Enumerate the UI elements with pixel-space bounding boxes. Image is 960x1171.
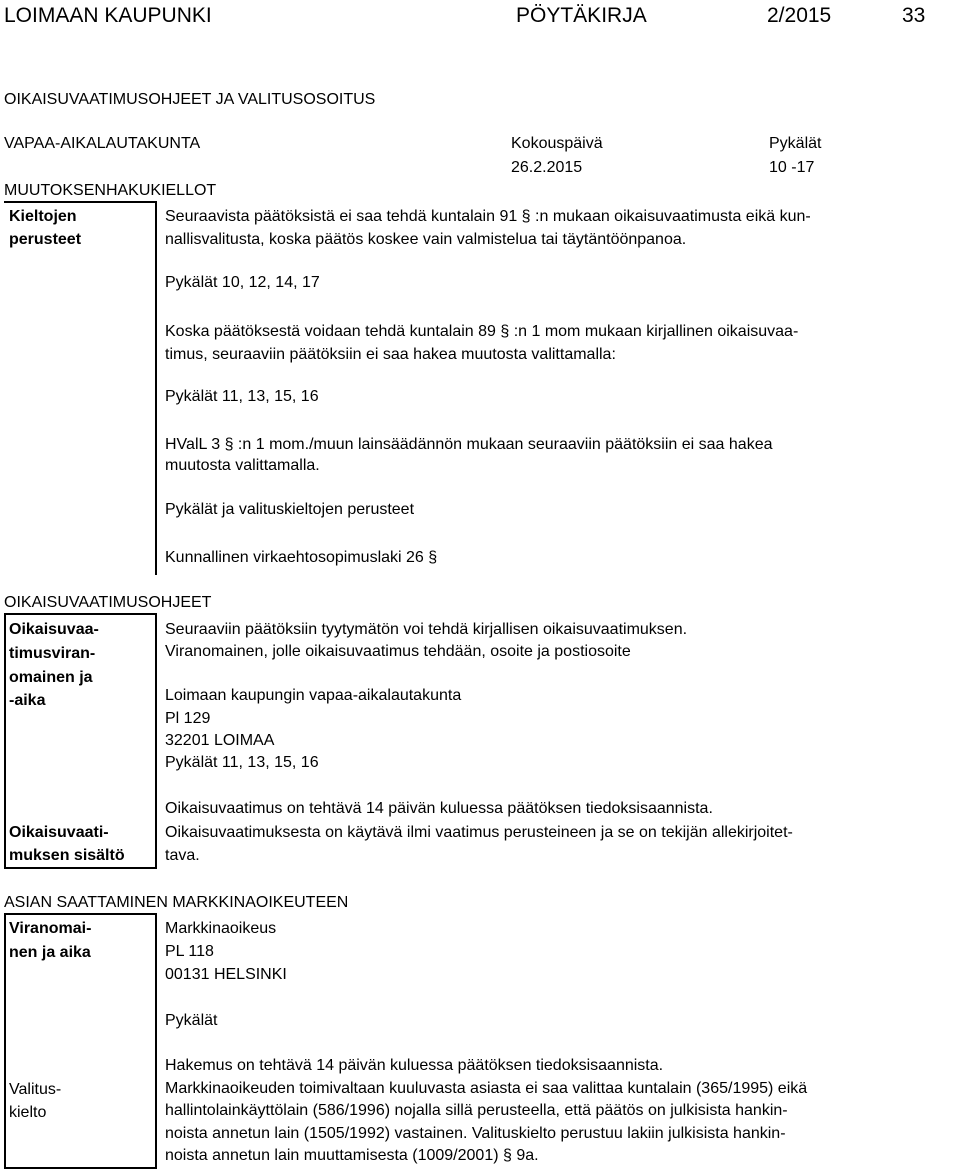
divider bbox=[4, 201, 156, 203]
section-list: Pykälät 11, 13, 15, 16 bbox=[165, 754, 319, 771]
paragraph-line: Kunnallinen virkaehtosopimuslaki 26 § bbox=[165, 549, 438, 566]
paragraph-line: Seuraavista päätöksistä ei saa tehdä kuntalain 91 § :n mukaan oikaisuvaatimusta eikä kun- bbox=[165, 208, 811, 225]
meeting-sections: 10 -17 bbox=[769, 159, 815, 176]
side-label: Oikaisuvaa- bbox=[9, 621, 99, 638]
side-label: muksen sisältö bbox=[9, 847, 125, 864]
side-label: Kieltojen bbox=[9, 208, 77, 225]
paragraph-line: tava. bbox=[165, 847, 200, 864]
address-line: 32201 LOIMAA bbox=[165, 732, 275, 749]
side-label: Valitus- bbox=[9, 1081, 62, 1098]
address-line: 00131 HELSINKI bbox=[165, 966, 287, 983]
section-list: Pykälät 11, 13, 15, 16 bbox=[165, 388, 319, 405]
paragraph-line: Pykälät ja valituskieltojen perusteet bbox=[165, 501, 415, 518]
address-line: Loimaan kaupungin vapaa-aikalautakunta bbox=[165, 687, 462, 704]
meeting-date: 26.2.2015 bbox=[511, 159, 583, 176]
doc-number: 2/2015 bbox=[767, 4, 832, 27]
meeting-date-label: Kokouspäivä bbox=[511, 135, 603, 152]
side-label: nen ja aika bbox=[9, 944, 91, 961]
divider bbox=[4, 913, 156, 915]
side-label: perusteet bbox=[9, 231, 82, 248]
divider bbox=[4, 867, 157, 869]
divider bbox=[155, 913, 157, 1169]
paragraph-line: Hakemus on tehtävä 14 päivän kuluessa päätöksen tiedoksisaannista. bbox=[165, 1057, 664, 1074]
section-list: Pykälät 10, 12, 14, 17 bbox=[165, 274, 320, 291]
paragraph-line: nallisvalitusta, koska päätös koskee vain valmistelua tai täytäntöönpanoa. bbox=[165, 231, 687, 248]
address-line: PL 118 bbox=[165, 943, 214, 960]
divider bbox=[4, 1167, 157, 1169]
address-line: Markkinaoikeus bbox=[165, 920, 277, 937]
side-label: timusviran- bbox=[9, 645, 96, 662]
paragraph-line: Koska päätöksestä voidaan tehdä kuntalain 89 § :n 1 mom mukaan kirjallinen oikaisuvaa- bbox=[165, 323, 799, 340]
paragraph-line: noista annetun lain (1505/1992) vastainen. Valituskielto perustuu lakiin julkisista hankin- bbox=[165, 1125, 786, 1142]
address-line: Pl 129 bbox=[165, 710, 211, 727]
paragraph-line: Oikaisuvaatimus on tehtävä 14 päivän kuluessa päätöksen tiedoksisaannista. bbox=[165, 800, 713, 817]
paragraph-line: hallintolainkäyttölain (586/1996) nojalla sillä perusteella, että päätös on julkisista hankin- bbox=[165, 1102, 788, 1119]
appeal-bans-heading: MUUTOKSENHAKUKIELLOT bbox=[4, 182, 217, 199]
divider bbox=[155, 613, 157, 869]
side-label: Oikaisuvaati- bbox=[9, 824, 109, 841]
divider bbox=[4, 613, 156, 615]
paragraph-line: noista annetun lain muuttamisesta (1009/2001) § 9a. bbox=[165, 1147, 539, 1164]
paragraph-line: HValL 3 § :n 1 mom./muun lainsäädännön mukaan seuraaviin päätöksiin ei saa hakea bbox=[165, 436, 773, 453]
paragraph-line: Seuraaviin päätöksiin tyytymätön voi tehdä kirjallisen oikaisuvaatimuksen. bbox=[165, 621, 688, 638]
side-label: -aika bbox=[9, 692, 46, 709]
sections-label: Pykälät bbox=[769, 135, 822, 152]
rectification-heading: OIKAISUVAATIMUSOHJEET bbox=[4, 594, 212, 611]
section-list: Pykälät bbox=[165, 1012, 218, 1029]
market-court-heading: ASIAN SAATTAMINEN MARKKINAOIKEUTEEN bbox=[4, 894, 349, 911]
doc-type: PÖYTÄKIRJA bbox=[516, 4, 647, 27]
side-label: omainen ja bbox=[9, 669, 93, 686]
divider bbox=[4, 913, 6, 1169]
org-name: LOIMAAN KAUPUNKI bbox=[4, 4, 212, 27]
paragraph-line: muutosta valittamalla. bbox=[165, 457, 320, 474]
paragraph-line: Markkinaoikeuden toimivaltaan kuuluvasta asiasta ei saa valittaa kuntalain (365/1995) eikä bbox=[165, 1080, 808, 1097]
side-label: kielto bbox=[9, 1104, 47, 1121]
side-label: Viranomai- bbox=[9, 920, 92, 937]
paragraph-line: Oikaisuvaatimuksesta on käytävä ilmi vaatimus perusteineen ja se on tekijän allekirjoitet- bbox=[165, 824, 793, 841]
divider bbox=[155, 201, 157, 575]
meeting-body: VAPAA-AIKALAUTAKUNTA bbox=[4, 135, 201, 152]
paragraph-line: Viranomainen, jolle oikaisuvaatimus tehdään, osoite ja postiosoite bbox=[165, 643, 631, 660]
divider bbox=[4, 613, 6, 869]
page-number: 33 bbox=[902, 4, 926, 27]
page-title: OIKAISUVAATIMUSOHJEET JA VALITUSOSOITUS bbox=[4, 91, 376, 108]
paragraph-line: timus, seuraaviin päätöksiin ei saa hakea muutosta valittamalla: bbox=[165, 346, 616, 363]
